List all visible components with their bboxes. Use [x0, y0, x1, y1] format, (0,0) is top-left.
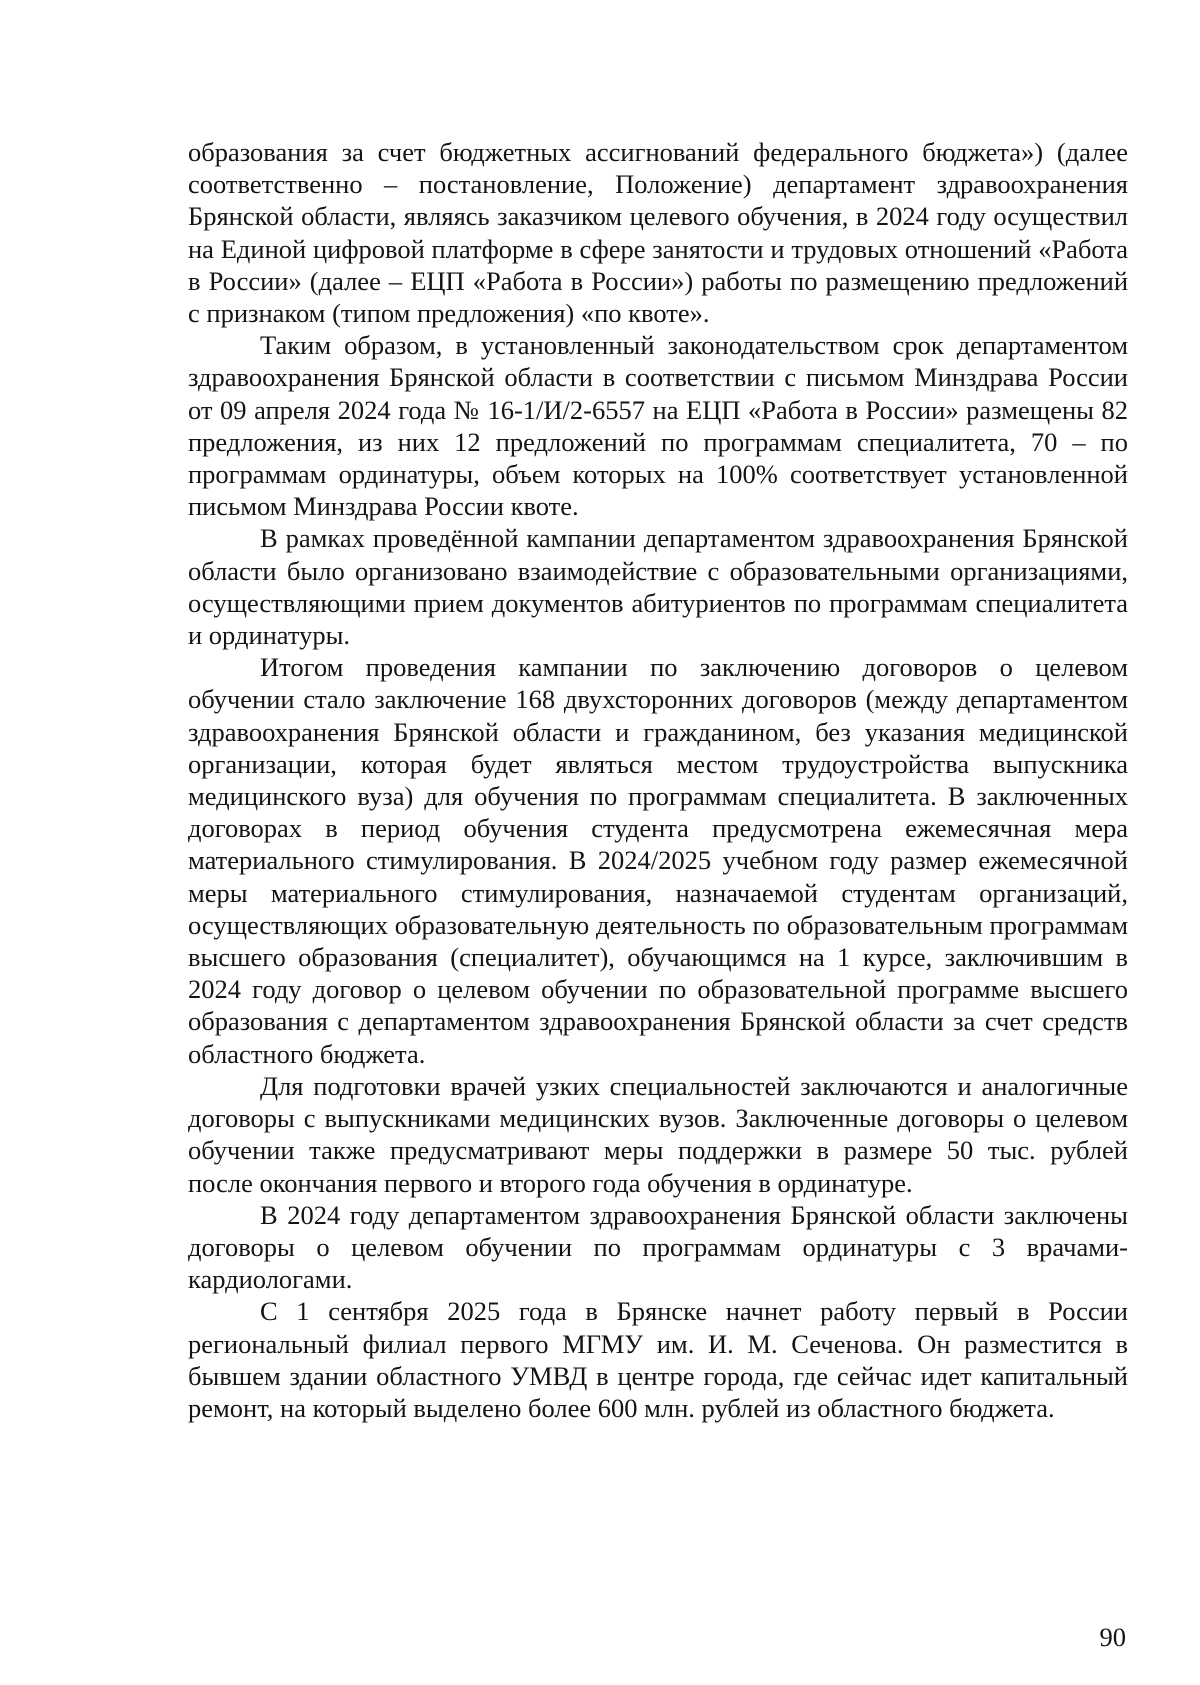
- paragraph-quota-offers: Таким образом, в установленный законодательством срок департаментом здравоохранения Брянской области в соответствии с письмом Минздрава России от 09 апреля 2024 года № 16-1/И/2-6557 на ЕЦП «Работа в России» размещены 82 предложения, из них 12 предложений по программам специалитета, 70 – по программам ординатуры, объем которых на 100% соответствует установленной письмом Минздрава России квоте.: [188, 330, 1128, 522]
- paragraph-cardiologists: В 2024 году департаментом здравоохранения Брянской области заключены договоры о целевом обучении по программам ординатуры с 3 врачами-кардиологами.: [188, 1199, 1128, 1295]
- page-number: 90: [1099, 1622, 1126, 1652]
- paragraph-continuation: образования за счет бюджетных ассигнований федерального бюджета») (далее соответственно – постановление, Положение) департамент здравоохранения Брянской области, являясь заказчиком целевого обучения, в 2024 году осуществил на Единой цифровой платформе в сфере занятости и трудовых отношений «Работа в России» (далее – ЕЦП «Работа в России») работы по размещению предложений с признаком (типом предложения) «по квоте».: [188, 137, 1128, 329]
- paragraph-specialists-training: Для подготовки врачей узких специальностей заключаются и аналогичные договоры с выпускниками медицинских вузов. Заключенные договоры о целевом обучении также предусматривают меры поддержки в размере 50 тыс. рублей после окончания первого и второго года обучения в ординатуре.: [188, 1070, 1128, 1198]
- document-body: [188, 136, 1128, 1424]
- paragraph-campaign-interaction: В рамках проведённой кампании департаментом здравоохранения Брянской области было организовано взаимодействие с образовательными организациями, осуществляющими прием документов абитуриентов по программам специалитета и ординатуры.: [188, 523, 1128, 651]
- paragraph-sechenov-branch: С 1 сентября 2025 года в Брянске начнет работу первый в России региональный филиал первого МГМУ им. И. М. Сеченова. Он разместится в бывшем здании областного УМВД в центре города, где сейчас идет капитальный ремонт, на который выделено более 600 млн. рублей из областного бюджета.: [188, 1296, 1128, 1423]
- paragraph-contracts-result: Итогом проведения кампании по заключению договоров о целевом обучении стало заключение 168 двухсторонних договоров (между департаментом здравоохранения Брянской области и гражданином, без указания медицинской организации, которая будет являться местом трудоустройства выпускника медицинского вуза) для обучения по программам специалитета. В заключенных договорах в период обучения студента предусмотрена ежемесячная мера материального стимулирования. В 2024/2025 учебном году размер ежемесячной меры материального стимулирования, назначаемой студентам организаций, осуществляющих образовательную деятельность по образовательным программам высшего образования (специалитет), обучающимся на 1 курсе, заключившим в 2024 году договор о целевом обучении по образовательной программе высшего образования с департаментом здравоохранения Брянской области за счет средств областного бюджета.: [188, 652, 1128, 1069]
